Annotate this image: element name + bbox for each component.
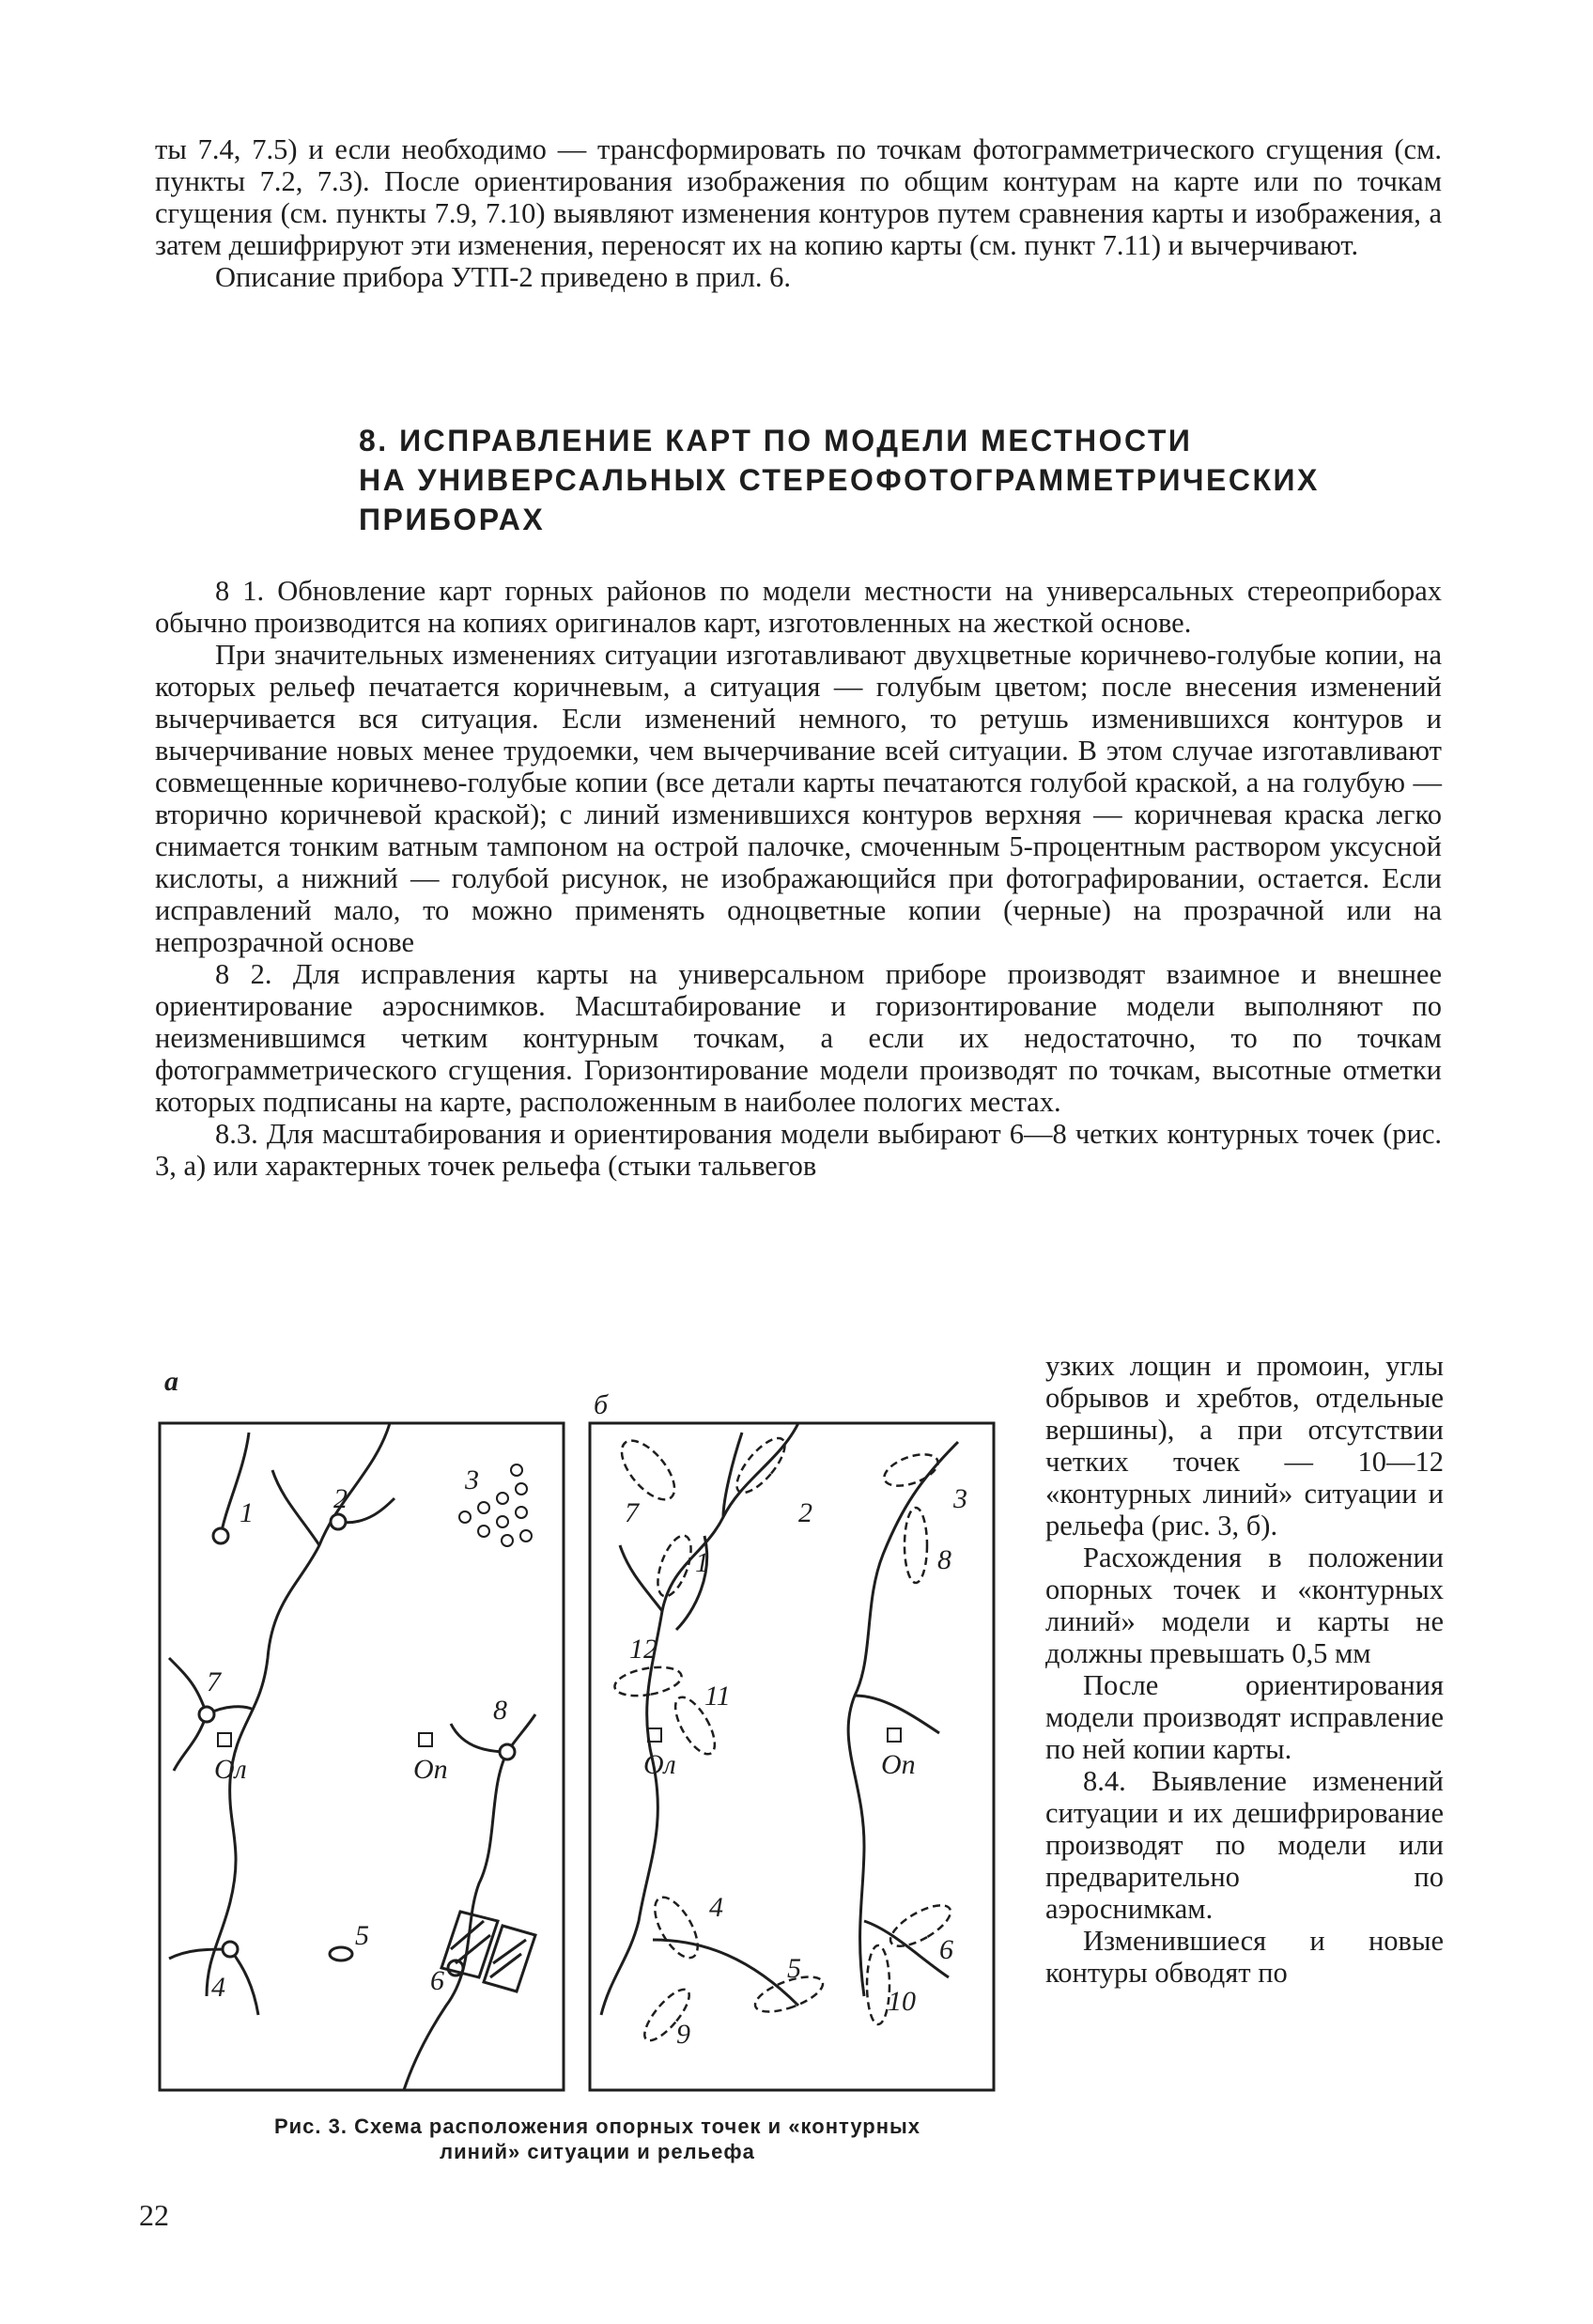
line-label: 5 (787, 1953, 801, 1984)
figure-caption (184, 2114, 1011, 2164)
point-label: 6 (430, 1965, 444, 1996)
line-label: 3 (953, 1483, 967, 1514)
panel-a-branch (230, 1949, 258, 2015)
panel-b-branch (864, 1921, 949, 1977)
point-label: 3 (465, 1464, 479, 1495)
paragraph: узких лощин и промоин, углы обрывов и хребтов, отдельные вершины), а при отсутствии четких точек — 10—12 «контурных линий» ситуации и рельефа (рис. 3, б). (1045, 1350, 1444, 1542)
line-label: 4 (709, 1892, 723, 1923)
paragraph: Расхождения в положении опорных точек и «контурных линий» модели и карты не должны превышать 0,5 мм (1045, 1542, 1444, 1669)
body-text-block (155, 575, 1442, 1182)
panel-a-label: а (164, 1366, 178, 1397)
point-label: 7 (207, 1666, 221, 1697)
panel-a-stream (207, 1423, 390, 1996)
line-label: 9 (676, 2019, 690, 2050)
line-label: 1 (695, 1547, 709, 1578)
panel-a-branch (174, 1714, 207, 1771)
paragraph: 8.3. Для масштабирования и ориентирования модели выбирают 6—8 четких контурных точек (рис. 3, а) или характерных точек рельефа (стыки тальвегов (155, 1118, 1442, 1182)
line-label: 8 (937, 1544, 951, 1575)
caption-line: Рис. 3. Схема расположения опорных точек и «контурных (273, 2115, 921, 2138)
caption-line: линий» ситуации и рельефа (440, 2140, 755, 2163)
panel-a-branch (451, 1724, 507, 1752)
panel-a-branch (169, 1949, 230, 1959)
paragraph: Описание прибора УТП-2 приведено в прил. 6. (215, 261, 792, 293)
paragraph: При значительных изменениях ситуации изготавливают двухцветные коричнево-голубые копии, на которых рельеф печатается коричневым, а ситуация — голубым цветом; после внесения изменений вычерчивается вся ситуация. Если изменений немного, то ретушь изменившихся контуров и вычерчивание новых менее трудоемки, чем вычерчивание всей ситуации. В этом случае изготавливают совмещенные коричнево-голубые копии (все детали карты печатаются голубой краской, а на голубую — вторично коричневой краской); с линий изменившихся контуров верхняя — коричневая краска легко снимается тонким ватным тампоном на острой палочке, смоченным 5-процентным раствором уксусной кислоты, а нижний — голубой рисунок, не изображающийся при фотографировании, остается. Если исправлений мало, то можно применять одноцветные копии (черные) на прозрачной или на непрозрачной основе (155, 639, 1442, 958)
heading-line: НА УНИВЕРСАЛЬНЫХ СТЕРЕОФОТОГРАММЕТРИЧЕСКИХ (359, 463, 1320, 497)
panel-b-branch (620, 1545, 662, 1611)
panel-a-branch (272, 1470, 319, 1545)
centre-label: Oл (643, 1749, 676, 1780)
line-label: 12 (629, 1634, 657, 1665)
point-label: 4 (211, 1972, 225, 2003)
top-text-block (155, 133, 1442, 293)
point-label: 2 (333, 1483, 348, 1514)
paragraph: Изменившиеся и новые контуры обводят по (1045, 1925, 1444, 1989)
paragraph: После ориентирования модели производят исправление по ней копии карты. (1045, 1669, 1444, 1765)
line-label: 6 (939, 1934, 953, 1965)
figure-drawing (141, 1357, 1014, 2099)
line-label: 7 (625, 1497, 639, 1528)
panel-a-branch (169, 1658, 207, 1714)
paragraph: 8 1. Обновление карт горных районов по модели местности на универсальных стереоприборах обычно производится на копиях оригиналов карт, изготовленных на жесткой основе. (155, 575, 1442, 639)
page-number: 22 (139, 2198, 169, 2232)
section-heading (359, 421, 1439, 539)
figure-3 (141, 1357, 1014, 2099)
point-label: 5 (355, 1920, 369, 1951)
line-label: 2 (798, 1497, 812, 1528)
panel-a-stream (404, 1752, 507, 2090)
panel-b-label: б (594, 1389, 609, 1420)
centre-label: Oп (881, 1749, 916, 1780)
heading-line: 8. ИСПРАВЛЕНИЕ КАРТ ПО МОДЕЛИ МЕСТНОСТИ (359, 424, 1193, 457)
heading-line: ПРИБОРАХ (359, 503, 546, 536)
paragraph: 8.4. Выявление изменений ситуации и их дешифрирование производят по модели или предварительно по аэроснимкам. (1045, 1765, 1444, 1925)
centre-label: Oл (214, 1754, 247, 1785)
paragraph: 8 2. Для исправления карты на универсальном приборе производят взаимное и внешнее ориентирование аэроснимков. Масштабирование и горизонтирование модели выполняют по неизменившимся четким контурным точкам, а если их недостаточно, то по точкам фотограмметрического сгущения. Горизонтирование модели производят по точкам, высотные отметки которых подписаны на карте, расположенным в наиболее пологих местах. (155, 958, 1442, 1118)
line-label: 11 (704, 1681, 731, 1712)
centre-label: Oп (413, 1754, 448, 1785)
paragraph: ты 7.4, 7.5) и если необходимо — трансформировать по точкам фотограмметрического сгущения (см. пункты 7.2, 7.3). После ориентирования изображения по общим контурам на карте или по точкам сгущения (см. пункты 7.9, 7.10) выявляют изменения контуров путем сравнения карты и изображения, а затем дешифрируют эти изменения, переносят их на копию карты (см. пункт 7.11) и вычерчивают. (155, 133, 1442, 261)
panel-b-stream (848, 1442, 958, 1996)
point-label: 1 (240, 1497, 254, 1528)
point-label: 8 (493, 1695, 507, 1726)
line-label: 10 (888, 1986, 916, 2017)
side-text-column (1045, 1350, 1444, 1989)
